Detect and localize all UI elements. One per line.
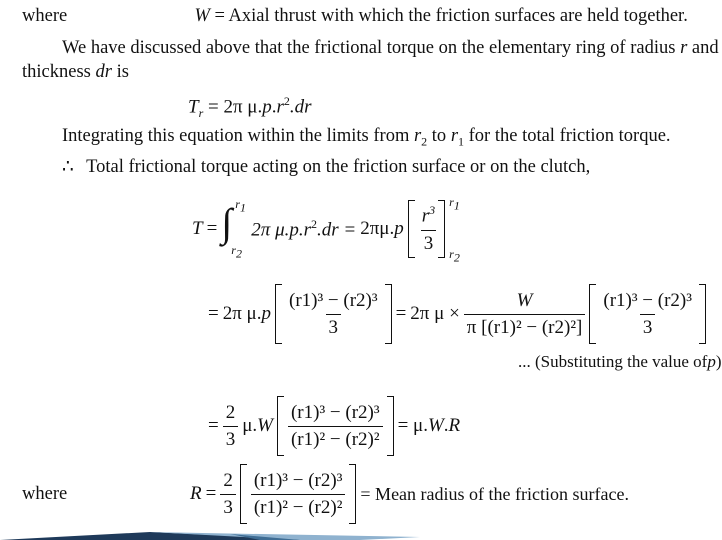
eq4-fraction: $\frac{\text{(r1)³ − (r2)³}}{\text{(r1)² − (r2)²}}$ xyxy=(288,402,383,451)
integrate-r2: r xyxy=(413,126,422,146)
substitution-note: ... (Substituting the value ofp) xyxy=(518,352,722,371)
eq3-w-fraction: $\frac{W}{\text{π [(r1)² − (r2)²]}}$ xyxy=(464,290,586,339)
therefore-icon: ∴ xyxy=(62,157,74,177)
eq4-right-bracket xyxy=(387,396,394,456)
integral-icon: ∫ xyxy=(221,200,233,245)
and-text: and xyxy=(691,38,719,58)
paragraph-line-b xyxy=(22,62,129,83)
eq2-integrand: 2π $\mu.p.r^2.dr$ = xyxy=(251,216,357,241)
eq1-lhs: T xyxy=(188,96,199,118)
eq5-fraction: $\frac{\text{(r1)³ − (r2)³}}{\text{(r1)² − (r2)²}}$ xyxy=(251,470,346,519)
eq3-equals: = xyxy=(208,303,219,324)
is-text: is xyxy=(116,62,129,82)
eq3-fraction2: $\frac{\text{(r1)³ − (r2)³}}{3}$ xyxy=(603,289,692,338)
eq4-equals: = xyxy=(208,415,219,436)
where-label: where xyxy=(22,6,68,26)
eq1-p: p xyxy=(262,96,272,118)
eq5-text: = Mean radius of the friction surface. xyxy=(360,483,629,504)
eq2-rhs: 2πμ.p xyxy=(360,218,404,239)
where-label-2: where xyxy=(22,484,68,504)
integral-sign xyxy=(221,199,247,259)
paragraph-line-a xyxy=(62,38,719,59)
paragraph-text-a: We have discussed above that the frictional torque on the elementary ring of radius xyxy=(62,38,676,58)
equation-mean-radius xyxy=(190,462,633,526)
symbol-dr: dr xyxy=(95,62,112,82)
left-bracket xyxy=(408,200,415,258)
eq5-equals: = xyxy=(205,483,217,504)
eq5-left-bracket xyxy=(240,464,247,524)
eq2-lhs: T xyxy=(192,218,203,239)
eq1-rhs: = 2π μ. xyxy=(208,96,263,118)
symbol-w: W xyxy=(194,6,210,26)
symbol-r: r xyxy=(680,38,688,58)
eq3-pre: 2π μ.p xyxy=(222,303,271,324)
equation-step4 xyxy=(208,394,464,458)
equation-integral xyxy=(192,195,473,265)
integral-lower: $r_2$ xyxy=(231,243,242,261)
eq3-mid: 2π μ × xyxy=(410,303,460,324)
eq3-left-bracket xyxy=(275,284,282,344)
integrate-text: Integrating this equation within the limits from xyxy=(62,126,410,146)
eq1-dr: .dr xyxy=(289,96,312,118)
therefore-line xyxy=(62,156,590,178)
equation-step3 xyxy=(208,282,710,346)
integrate-r1: r xyxy=(450,126,459,146)
integral-upper: $r_1$ xyxy=(235,197,246,215)
thickness-text: thickness xyxy=(22,62,91,82)
therefore-text: Total frictional torque acting on the friction surface or on the clutch, xyxy=(86,157,591,177)
eq2-fraction: $\frac{r^3}{3}$ xyxy=(421,203,436,254)
eq3-fraction: $\frac{\text{(r1)³ − (r2)³}}{3}$ xyxy=(289,289,378,338)
integrate-sub2: 2 xyxy=(421,134,428,149)
eq3-right-bracket2 xyxy=(699,284,706,344)
integrate-post: for the total friction torque. xyxy=(468,126,671,146)
eq4-mid: μ.W xyxy=(242,415,273,436)
eq4-left-bracket xyxy=(277,396,284,456)
eq1-sq: 2 xyxy=(283,94,290,108)
eq3-equals2: = xyxy=(395,303,407,324)
eq5-two-thirds: $\frac{2}{3}$ xyxy=(220,470,236,519)
equation-tr xyxy=(188,94,312,121)
definition-line-w xyxy=(22,6,688,27)
eq3-left-bracket2 xyxy=(589,284,596,344)
eval-limits: $r_1$ $r_2$ xyxy=(449,195,460,265)
right-bracket xyxy=(438,200,445,258)
integrating-line xyxy=(62,126,671,150)
eq4-rhs: = μ.W.R xyxy=(397,415,461,436)
eq1-sub: r xyxy=(198,106,204,121)
integrate-to: to xyxy=(431,126,447,146)
footer-decoration xyxy=(0,528,720,540)
eq2-equals: = xyxy=(206,218,218,239)
eq5-right-bracket xyxy=(349,464,356,524)
eq4-two-thirds: $\frac{2}{3}$ xyxy=(223,402,239,451)
eq1-dot: . xyxy=(271,96,277,118)
definition-w-text: = Axial thrust with which the friction surfaces are held together. xyxy=(214,6,688,26)
eq3-right-bracket xyxy=(385,284,392,344)
eq5-lhs: R xyxy=(190,483,202,504)
eq1-r: r xyxy=(276,96,284,118)
integrate-sub1: 1 xyxy=(458,134,465,149)
